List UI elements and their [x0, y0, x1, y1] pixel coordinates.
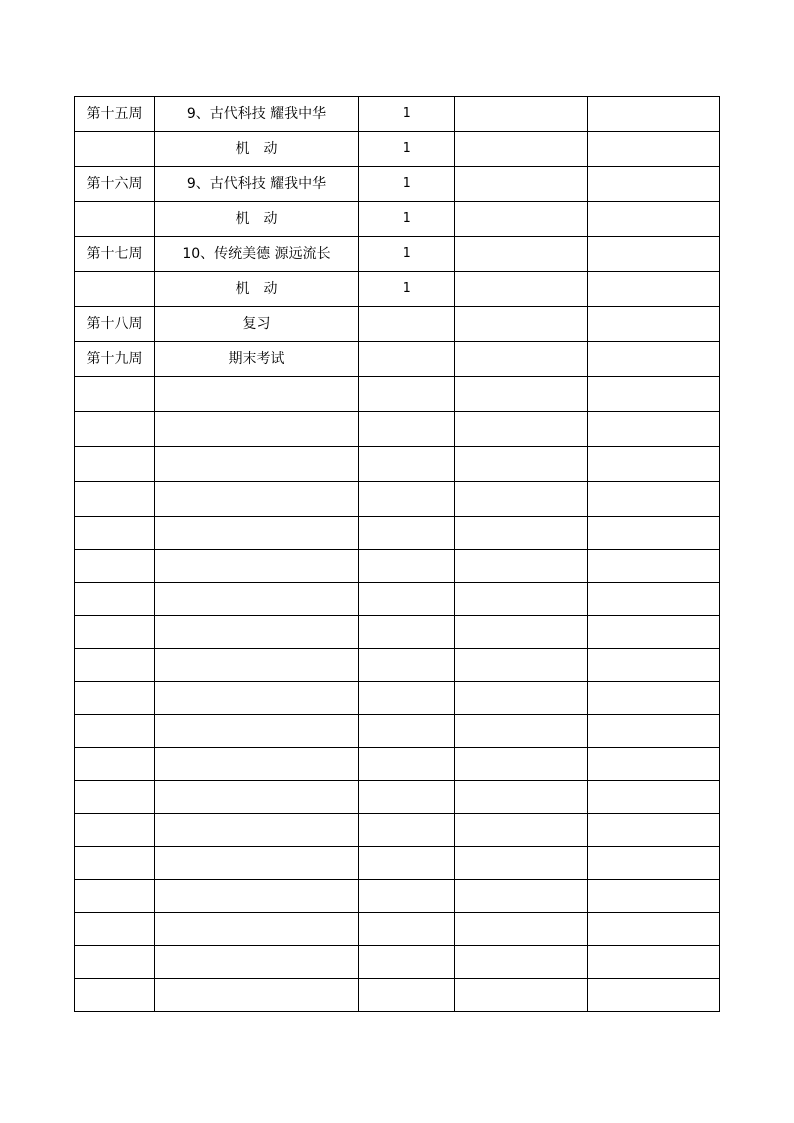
note-cell-1	[455, 913, 588, 946]
table-row	[75, 715, 720, 748]
week-cell	[75, 482, 155, 517]
periods-cell: 1	[359, 132, 455, 167]
note-cell-2	[588, 550, 720, 583]
periods-cell	[359, 979, 455, 1012]
note-cell-2	[588, 583, 720, 616]
content-cell: 机 动	[155, 272, 359, 307]
content-cell	[155, 913, 359, 946]
note-cell-1	[455, 715, 588, 748]
note-cell-2	[588, 482, 720, 517]
note-cell-2	[588, 447, 720, 482]
periods-cell	[359, 342, 455, 377]
note-cell-2	[588, 715, 720, 748]
week-cell: 第十六周	[75, 167, 155, 202]
content-cell: 9、古代科技 耀我中华	[155, 167, 359, 202]
content-cell	[155, 616, 359, 649]
note-cell-1	[455, 979, 588, 1012]
table-row	[75, 550, 720, 583]
note-cell-2	[588, 307, 720, 342]
week-cell	[75, 649, 155, 682]
week-cell	[75, 616, 155, 649]
table-row	[75, 202, 720, 237]
table-row	[75, 979, 720, 1012]
week-cell	[75, 583, 155, 616]
note-cell-2	[588, 748, 720, 781]
table-row	[75, 649, 720, 682]
schedule-table	[74, 96, 720, 1012]
periods-cell: 1	[359, 97, 455, 132]
table-row	[75, 517, 720, 550]
table-row	[75, 616, 720, 649]
note-cell-1	[455, 550, 588, 583]
periods-cell	[359, 715, 455, 748]
note-cell-1	[455, 342, 588, 377]
periods-cell	[359, 377, 455, 412]
table-row	[75, 748, 720, 781]
periods-cell	[359, 913, 455, 946]
content-cell	[155, 946, 359, 979]
content-cell: 期末考试	[155, 342, 359, 377]
content-cell	[155, 447, 359, 482]
week-cell	[75, 913, 155, 946]
table-row	[75, 447, 720, 482]
note-cell-2	[588, 272, 720, 307]
periods-cell	[359, 880, 455, 913]
note-cell-1	[455, 781, 588, 814]
week-cell	[75, 880, 155, 913]
note-cell-1	[455, 202, 588, 237]
note-cell-1	[455, 97, 588, 132]
table-row	[75, 682, 720, 715]
note-cell-2	[588, 97, 720, 132]
content-cell	[155, 482, 359, 517]
note-cell-2	[588, 814, 720, 847]
periods-cell	[359, 517, 455, 550]
periods-cell	[359, 781, 455, 814]
note-cell-2	[588, 237, 720, 272]
table-row	[75, 342, 720, 377]
periods-cell	[359, 412, 455, 447]
week-cell	[75, 550, 155, 583]
note-cell-1	[455, 847, 588, 880]
week-cell	[75, 447, 155, 482]
content-cell	[155, 412, 359, 447]
note-cell-1	[455, 482, 588, 517]
note-cell-1	[455, 517, 588, 550]
table-row	[75, 482, 720, 517]
content-cell	[155, 583, 359, 616]
content-cell	[155, 682, 359, 715]
week-cell: 第十七周	[75, 237, 155, 272]
note-cell-1	[455, 583, 588, 616]
week-cell	[75, 682, 155, 715]
note-cell-1	[455, 748, 588, 781]
periods-cell: 1	[359, 167, 455, 202]
table-row	[75, 781, 720, 814]
week-cell: 第十九周	[75, 342, 155, 377]
periods-cell	[359, 814, 455, 847]
periods-cell	[359, 550, 455, 583]
table-row	[75, 307, 720, 342]
schedule-table-body	[75, 97, 720, 1012]
table-row	[75, 880, 720, 913]
periods-cell	[359, 616, 455, 649]
table-row	[75, 913, 720, 946]
note-cell-2	[588, 517, 720, 550]
note-cell-2	[588, 167, 720, 202]
periods-cell	[359, 482, 455, 517]
note-cell-1	[455, 167, 588, 202]
periods-cell	[359, 682, 455, 715]
week-cell	[75, 979, 155, 1012]
note-cell-1	[455, 377, 588, 412]
note-cell-1	[455, 880, 588, 913]
week-cell	[75, 748, 155, 781]
content-cell: 复习	[155, 307, 359, 342]
week-cell	[75, 132, 155, 167]
week-cell	[75, 377, 155, 412]
content-cell: 机 动	[155, 202, 359, 237]
note-cell-1	[455, 946, 588, 979]
week-cell	[75, 781, 155, 814]
periods-cell	[359, 847, 455, 880]
content-cell	[155, 979, 359, 1012]
content-cell	[155, 377, 359, 412]
note-cell-2	[588, 880, 720, 913]
week-cell: 第十八周	[75, 307, 155, 342]
content-cell: 9、古代科技 耀我中华	[155, 97, 359, 132]
note-cell-1	[455, 237, 588, 272]
content-cell	[155, 715, 359, 748]
note-cell-1	[455, 649, 588, 682]
note-cell-1	[455, 412, 588, 447]
note-cell-1	[455, 307, 588, 342]
note-cell-1	[455, 814, 588, 847]
note-cell-2	[588, 979, 720, 1012]
table-row	[75, 97, 720, 132]
week-cell	[75, 272, 155, 307]
note-cell-1	[455, 132, 588, 167]
week-cell	[75, 412, 155, 447]
note-cell-2	[588, 412, 720, 447]
periods-cell	[359, 307, 455, 342]
table-row	[75, 814, 720, 847]
content-cell	[155, 748, 359, 781]
periods-cell	[359, 649, 455, 682]
table-row	[75, 946, 720, 979]
content-cell: 机 动	[155, 132, 359, 167]
note-cell-2	[588, 202, 720, 237]
table-row	[75, 167, 720, 202]
periods-cell	[359, 583, 455, 616]
note-cell-2	[588, 616, 720, 649]
table-row	[75, 847, 720, 880]
periods-cell	[359, 748, 455, 781]
note-cell-2	[588, 781, 720, 814]
content-cell	[155, 847, 359, 880]
note-cell-1	[455, 272, 588, 307]
table-row	[75, 412, 720, 447]
content-cell	[155, 649, 359, 682]
content-cell	[155, 880, 359, 913]
periods-cell: 1	[359, 272, 455, 307]
note-cell-2	[588, 132, 720, 167]
periods-cell	[359, 447, 455, 482]
content-cell	[155, 550, 359, 583]
week-cell	[75, 847, 155, 880]
periods-cell	[359, 946, 455, 979]
table-row	[75, 237, 720, 272]
content-cell	[155, 814, 359, 847]
note-cell-1	[455, 616, 588, 649]
note-cell-2	[588, 913, 720, 946]
note-cell-2	[588, 649, 720, 682]
note-cell-2	[588, 946, 720, 979]
week-cell	[75, 202, 155, 237]
table-row	[75, 132, 720, 167]
note-cell-2	[588, 377, 720, 412]
week-cell	[75, 715, 155, 748]
week-cell	[75, 517, 155, 550]
note-cell-2	[588, 342, 720, 377]
table-row	[75, 272, 720, 307]
content-cell	[155, 781, 359, 814]
note-cell-2	[588, 682, 720, 715]
periods-cell: 1	[359, 237, 455, 272]
note-cell-2	[588, 847, 720, 880]
content-cell	[155, 517, 359, 550]
week-cell	[75, 946, 155, 979]
note-cell-1	[455, 447, 588, 482]
table-row	[75, 377, 720, 412]
week-cell	[75, 814, 155, 847]
content-cell: 10、传统美德 源远流长	[155, 237, 359, 272]
week-cell: 第十五周	[75, 97, 155, 132]
table-row	[75, 583, 720, 616]
note-cell-1	[455, 682, 588, 715]
periods-cell: 1	[359, 202, 455, 237]
